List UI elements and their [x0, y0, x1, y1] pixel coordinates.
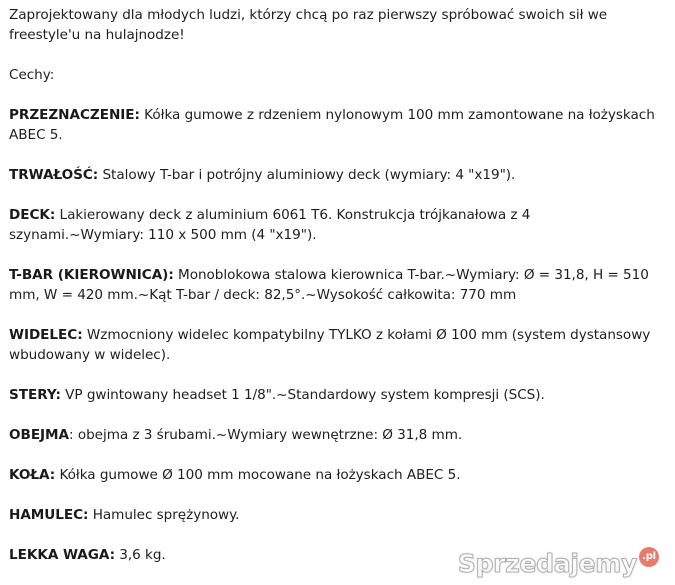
- feature-text: VP gwintowany headset 1 1/8".~Standardowy system kompresji (SCS).: [60, 387, 545, 403]
- feature-text: : obejma z 3 śrubami.~Wymiary wewnętrzne: Ø 31,8 mm.: [69, 427, 463, 443]
- feature-label: T-BAR (KIEROWNICA):: [9, 267, 174, 283]
- watermark-suffix: .pl: [639, 547, 659, 567]
- features-heading: Cechy:: [9, 67, 55, 83]
- feature-text: Hamulec sprężynowy.: [88, 507, 240, 523]
- feature-label: TRWAŁOŚĆ:: [9, 167, 99, 183]
- feature-hamulec: [9, 505, 669, 525]
- feature-text: 3,6 kg.: [115, 547, 166, 563]
- feature-label: OBEJMA: [9, 427, 70, 443]
- feature-text: Lakierowany deck z aluminium 6061 T6. Konstrukcja trójkanałowa z 4 szynami.~Wymiary: 110 x 500 mm (4 "x19").: [9, 207, 531, 243]
- intro-paragraph: Zaprojektowany dla młodych ludzi, którzy chcą po raz pierwszy spróbować swoich sił we freestyle'u na hulajnodze!: [9, 7, 608, 43]
- feature-label: DECK:: [9, 207, 56, 223]
- feature-przeznaczenie: [9, 105, 669, 145]
- feature-deck: [9, 205, 669, 245]
- watermark-text: Sprzedajemy: [457, 549, 637, 578]
- feature-text: Kółka gumowe Ø 100 mm mocowane na łożyskach ABEC 5.: [55, 467, 461, 483]
- feature-text: Monoblokowa stalowa kierownica T-bar.~Wymiary: Ø = 31,8, H = 510 mm, W = 420 mm.~Kąt T-bar / deck: 82,5°.~Wysokość całkowita: 770 mm: [9, 267, 649, 303]
- feature-stery: [9, 385, 669, 405]
- feature-label: STERY:: [9, 387, 61, 403]
- feature-label: WIDELEC:: [9, 327, 83, 343]
- feature-trwalosc: [9, 165, 669, 185]
- feature-t-bar: [9, 265, 669, 305]
- feature-text: Kółka gumowe z rdzeniem nylonowym 100 mm zamontowane na łożyskach ABEC 5.: [9, 107, 655, 143]
- feature-label: KOŁA:: [9, 467, 56, 483]
- watermark-logo: [457, 549, 659, 578]
- feature-kola: [9, 465, 669, 485]
- feature-obejma: [9, 425, 669, 445]
- feature-text: Stalowy T-bar i potrójny aluminiowy deck (wymiary: 4 "x19").: [98, 167, 516, 183]
- feature-text: Wzmocniony widelec kompatybilny TYLKO z kołami Ø 100 mm (system dystansowy wbudowany w widelec).: [9, 327, 651, 363]
- feature-label: LEKKA WAGA:: [9, 547, 115, 563]
- feature-widelec: [9, 325, 669, 365]
- feature-label: HAMULEC:: [9, 507, 89, 523]
- feature-label: PRZEZNACZENIE:: [9, 107, 140, 123]
- product-description: [9, 5, 669, 585]
